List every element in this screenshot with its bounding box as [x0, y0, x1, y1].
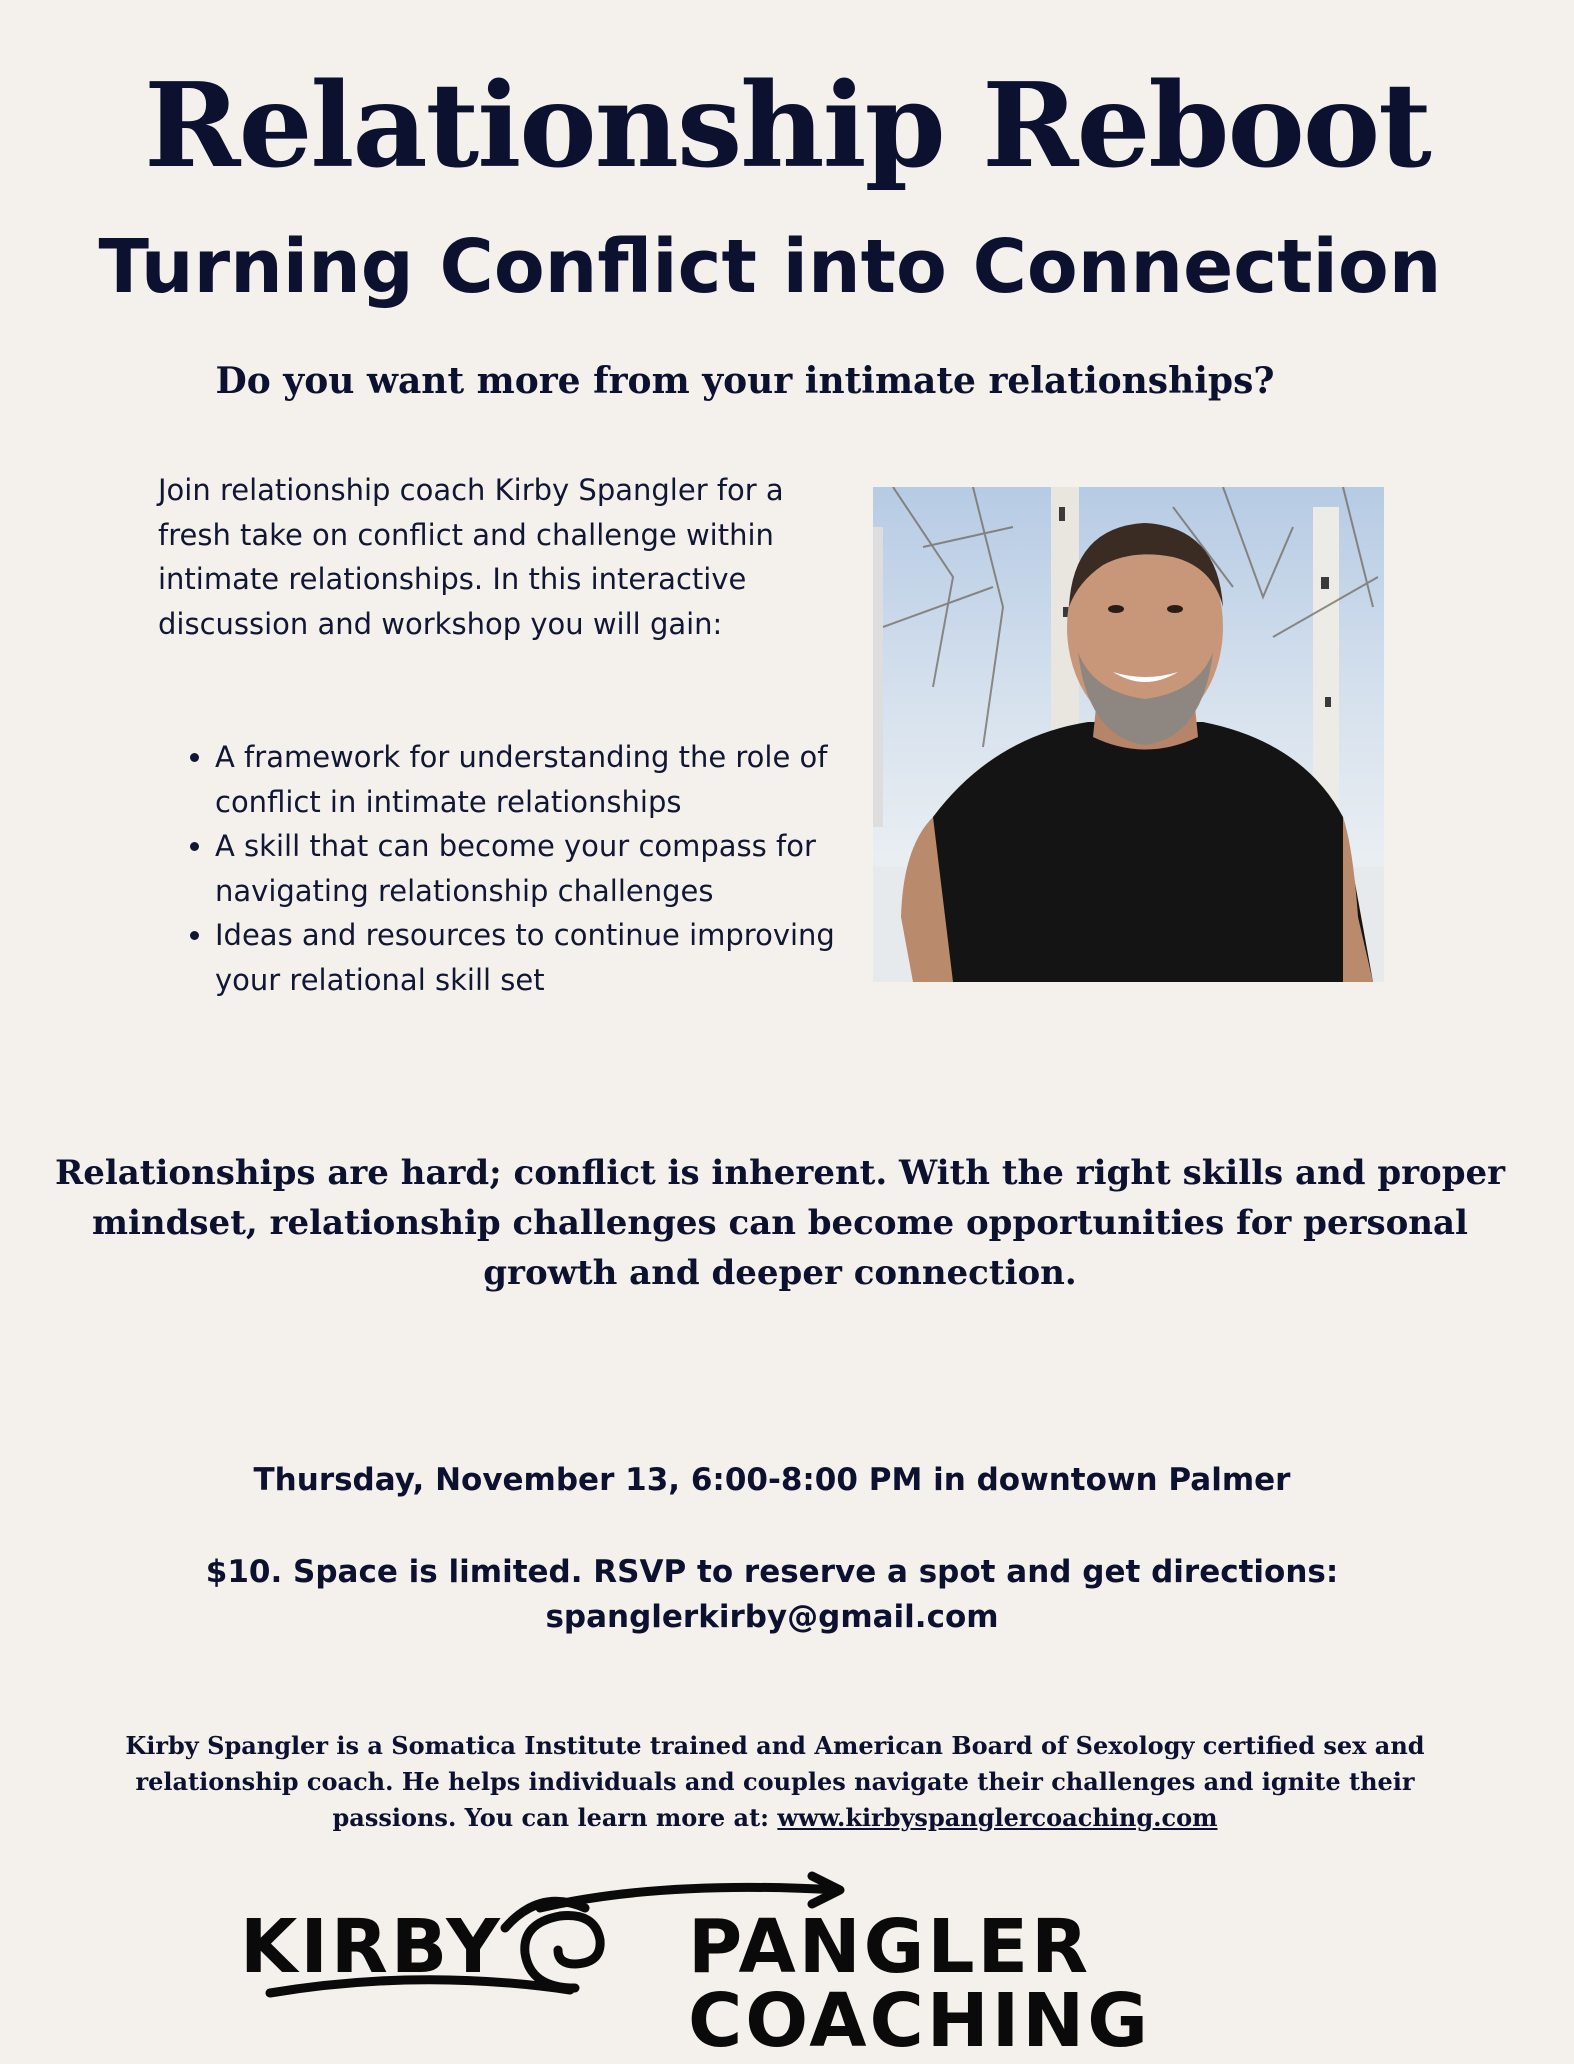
page-subtitle: Turning Conflict into Connection	[98, 224, 1442, 310]
logo-word-pangler-coaching: PANGLER COACHING	[688, 1904, 1151, 2064]
list-item: • A framework for understanding the role of conflict in intimate relationships	[215, 735, 875, 824]
list-item: • Ideas and resources to continue improving your relational skill set	[215, 913, 875, 1002]
coach-photo	[873, 487, 1384, 982]
rsvp-block	[0, 1550, 1544, 1640]
key-statement: Relationships are hard; conflict is inherent. With the right skills and proper mindset, relationship challenges can become opportunities for personal growth and deeper connection.	[54, 1153, 1506, 1293]
page-title: Relationship Reboot	[144, 58, 1430, 194]
event-date: Thursday, November 13, 6:00-8:00 PM in downtown Palmer	[253, 1462, 1291, 1498]
rsvp-text: $10. Space is limited. RSVP to reserve a spot and get directions:	[205, 1554, 1339, 1590]
coach-portrait-image	[873, 487, 1384, 982]
benefits-list	[160, 735, 875, 1002]
logo	[240, 1868, 1360, 2064]
coach-bio	[120, 1728, 1430, 1836]
intro-paragraph: Join relationship coach Kirby Spangler for a fresh take on conflict and challenge within intimate relationships. In this interactive discussion and workshop you will gain:	[158, 473, 784, 641]
logo-word-kirby: KIRBY	[240, 1904, 503, 1990]
website-link[interactable]: www.kirbyspanglercoaching.com	[777, 1803, 1218, 1832]
rsvp-email[interactable]: spanglerkirby@gmail.com	[545, 1599, 999, 1635]
headline-question: Do you want more from your intimate relationships?	[215, 360, 1275, 402]
bio-text: Kirby Spangler is a Somatica Institute trained and American Board of Sexology certified sex and relationship coach. He helps individuals and couples navigate their challenges and ignite their passions. You can learn more at:	[125, 1731, 1425, 1832]
list-item: • A skill that can become your compass for navigating relationship challenges	[215, 824, 875, 913]
